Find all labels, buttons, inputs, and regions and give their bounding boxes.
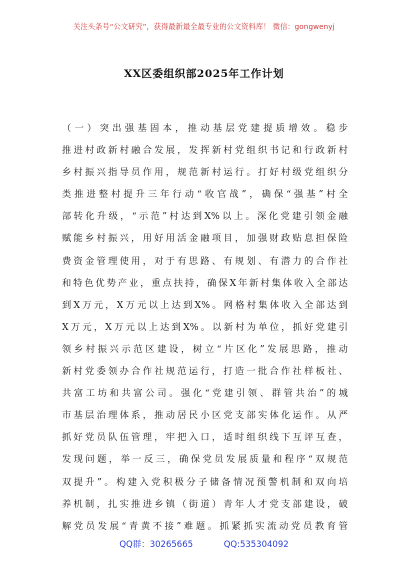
paragraph-line: 乡村振兴指导员作用，规范新村运行。打好村级党组织分 [62, 167, 348, 179]
paragraph-line: 解党员发展“青黄不接”难题。抓紧抓实流动党员教育管 [62, 520, 348, 532]
paragraph-line: 新村党委领办合作社规范运行，打造一批合作社样板社、 [62, 366, 348, 378]
paragraph-line: 部转化升级，“示范”村达到X%以上。深化党建引领金融 [62, 211, 348, 223]
document-body [62, 118, 348, 538]
paragraph-line: 赋能乡村振兴，用好用活金融项目，加强财政贴息担保险 [62, 233, 348, 245]
paragraph-line: 推进村政新村融合发展，发挥新村党组织书记和行政新村 [62, 145, 348, 157]
footer-qq-group: QQ群：30265665 [119, 540, 194, 550]
document-title: XX区委组织部2025年工作计划 [123, 68, 285, 80]
paragraph-line: 领乡村振兴示范区建设，树立“片区化”发展思路，推动 [62, 343, 348, 355]
paragraph-line: 费资金管理使用，对于有思路、有规划、有潜力的合作社 [62, 255, 348, 267]
footer-qq-number: QQ:535304092 [223, 540, 289, 550]
paragraph-line: 养机制，扎实推进乡镇（街道）青年人才党支部建设，破 [62, 498, 348, 510]
paragraph-line: 市基层治理体系，推动居民小区党支部实体化运作。从严 [62, 410, 348, 422]
paragraph-line: 共富工坊和共富公司。强化“党建引领、群管共治”的城 [62, 388, 348, 400]
paragraph-line: 抓好党员队伍管理，牢把入口，适时组织线下互评互查， [62, 432, 348, 444]
paragraph-line: 和特色优势产业，重点扶持，确保X年新村集体收入全部达 [62, 277, 348, 289]
paragraph-line: （一）突出强基固本，推动基层党建提质增效。稳步 [62, 123, 348, 134]
header-banner: 关注头条号“公文研究”，获得最新最全最专业的公文资料库！ 微信：gongwenyj [73, 22, 335, 31]
paragraph-line: 到X万元，X万元以上达到X%。网格村集体收入全部达到 [62, 299, 348, 311]
paragraph-line: X万元，X万元以上达到X%。以新村为单位，抓好党建引 [62, 321, 348, 333]
paragraph-line: 发现问题，举一反三，确保党员发展质量和程序“双规范 [62, 454, 348, 466]
footer-contacts [0, 538, 408, 550]
paragraph-line: 类推进整村提升三年行动“收官战”，确保“强基”村全 [62, 189, 348, 201]
paragraph-line: 双提升”。构建入党积极分子储备情况预警机制和双向培 [62, 476, 348, 488]
